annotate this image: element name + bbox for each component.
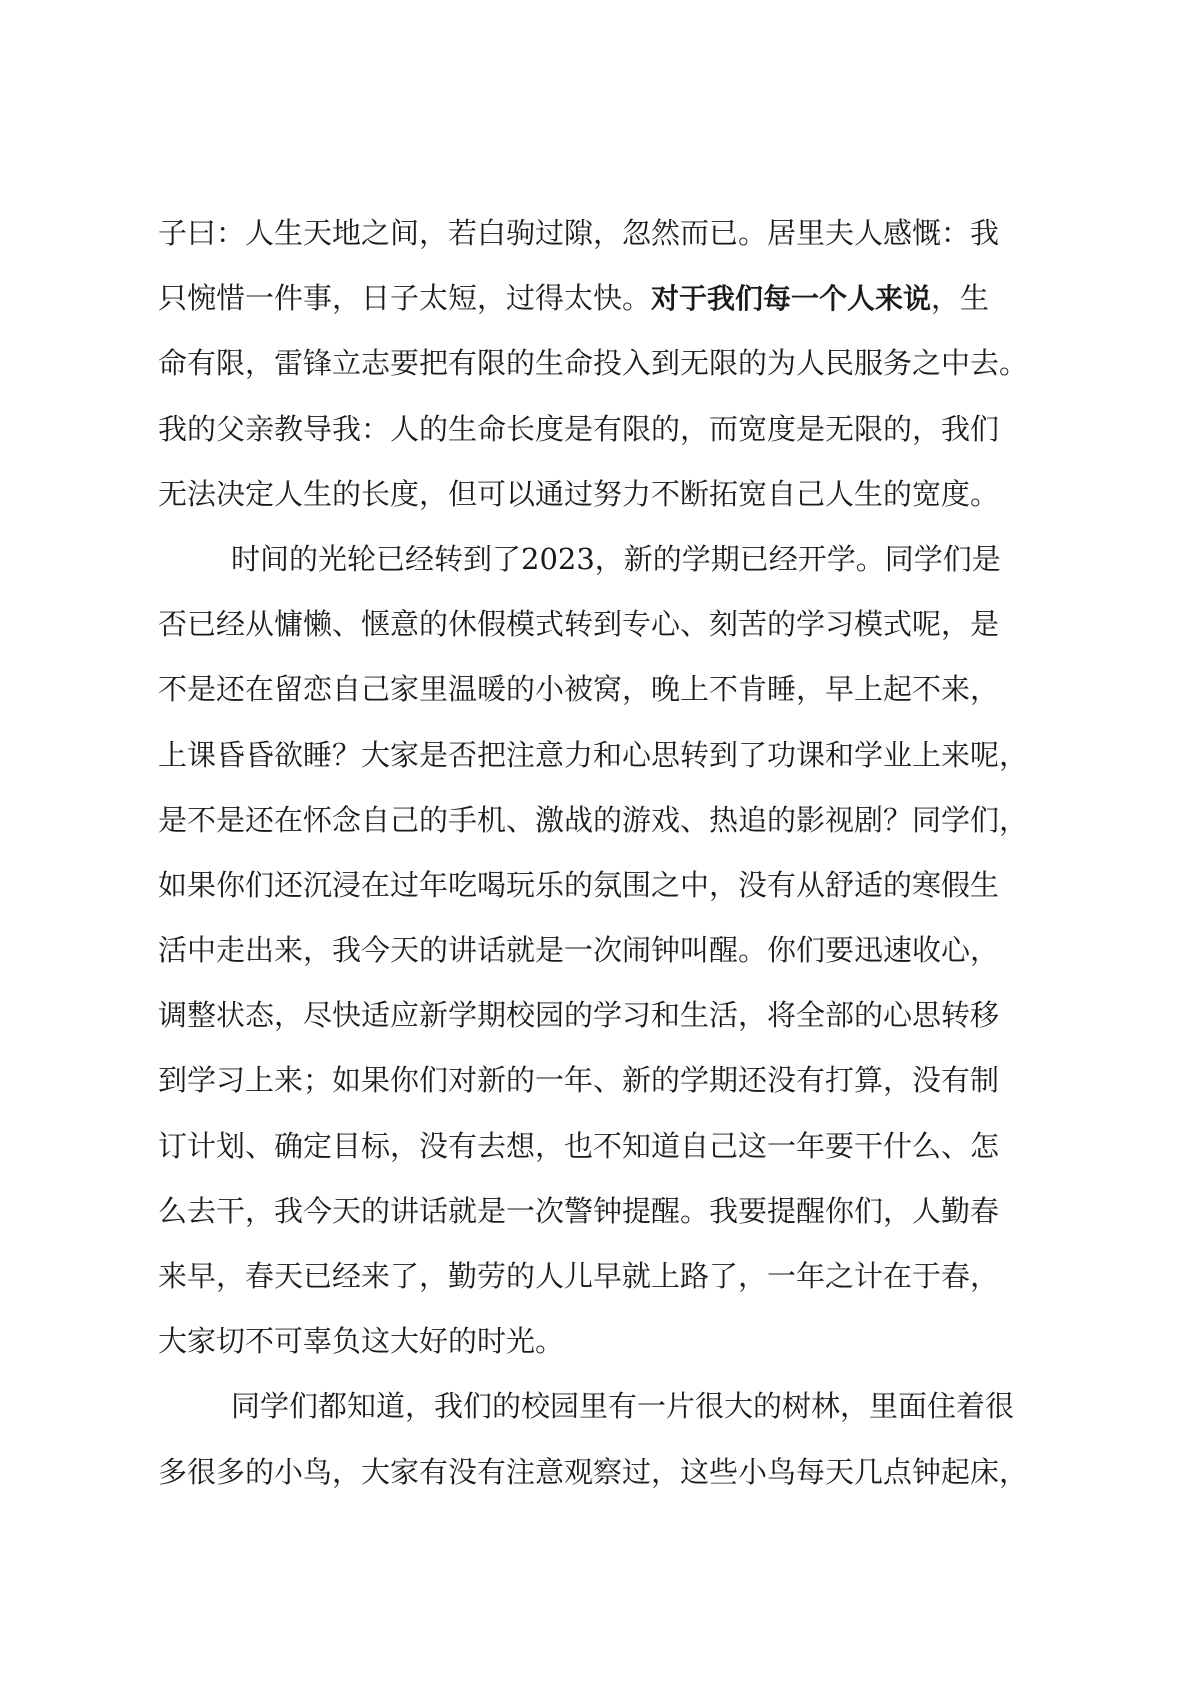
paragraph-1-bold-phrase: 对于我们每一个人来说 [651, 282, 932, 316]
paragraph-2-line-2: 否已经从慵懒、惬意的休假模式转到专心、刻苦的学习模式呢，是 [158, 607, 1000, 642]
paragraph-2-line-5: 是不是还在怀念自己的手机、激战的游戏、热追的影视剧？同学们， [158, 802, 1029, 837]
document-body [158, 208, 1058, 1512]
paragraph-2-line-7: 活中走出来，我今天的讲话就是一次闹钟叫醒。你们要迅速收心， [158, 933, 1000, 968]
paragraph-2-line-6: 如果你们还沉浸在过年吃喝玩乐的氛围之中，没有从舒适的寒假生 [158, 867, 1000, 902]
paragraph-1-line-2 [158, 273, 1058, 338]
paragraph-1-line-5: 无法决定人生的长度，但可以通过努力不断拓宽自己人生的宽度。 [158, 476, 1000, 511]
paragraph-1-line-4: 我的父亲教导我：人的生命长度是有限的，而宽度是无限的，我们 [158, 411, 1000, 446]
paragraph-3-line-1: 同学们都知道，我们的校园里有一片很大的树林，里面住着很 [231, 1389, 1015, 1424]
paragraph-2-line-13: 大家切不可辜负这大好的时光。 [158, 1324, 565, 1359]
paragraph-1-line-2-text-a: 只惋惜一件事，日子太短，过得太快。 [158, 281, 652, 316]
paragraph-2-line-12: 来早，春天已经来了，勤劳的人儿早就上路了，一年之计在于春， [158, 1259, 1000, 1293]
paragraph-2-line-3: 不是还在留恋自己家里温暖的小被窝，晚上不肯睡，早上起不来， [158, 672, 1000, 707]
paragraph-2-line-1: 时间的光轮已经转到了2023，新的学期已经开学。同学们是 [231, 541, 1001, 576]
paragraph-2-line-11: 么去干，我今天的讲话就是一次警钟提醒。我要提醒你们，人勤春 [158, 1193, 1000, 1228]
paragraph-2-line-8: 调整状态，尽快适应新学期校园的学习和生活，将全部的心思转移 [158, 998, 1000, 1033]
paragraph-2-line-4: 上课昏昏欲睡？大家是否把注意力和心思转到了功课和学业上来呢， [158, 737, 1029, 772]
paragraph-2-line-10: 订计划、确定目标，没有去想，也不知道自己这一年要干什么、怎 [158, 1128, 1000, 1163]
paragraph-3-line-2: 多很多的小鸟，大家有没有注意观察过，这些小鸟每天几点钟起床， [158, 1454, 1029, 1489]
paragraph-1-line-2-text-b: ，生 [931, 281, 990, 316]
paragraph-1-line-1: 子曰：人生天地之间，若白驹过隙，忽然而已。居里夫人感慨：我 [158, 216, 1000, 250]
paragraph-2-line-9: 到学习上来；如果你们对新的一年、新的学期还没有打算，没有制 [158, 1063, 1000, 1098]
paragraph-1-line-3: 命有限，雷锋立志要把有限的生命投入到无限的为人民服务之中去。 [158, 346, 1029, 381]
